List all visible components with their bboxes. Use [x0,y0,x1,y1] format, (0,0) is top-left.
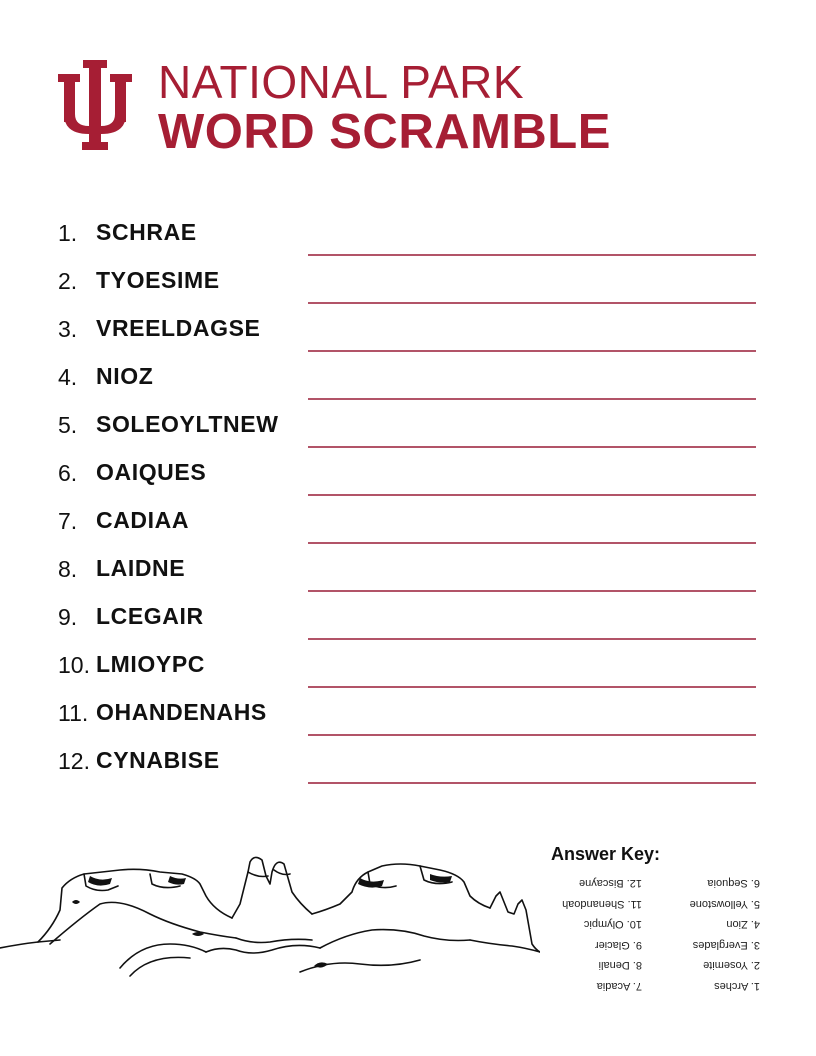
scrambled-word: SOLEOYLTNEW [96,411,279,437]
item-number: 5. [58,412,78,438]
answer-key-item: 2. Yosemite [703,959,760,972]
scrambled-word: LMIOYPC [96,651,205,677]
item-number: 1. [58,220,78,246]
item-number: 7. [58,508,78,534]
answer-key-item: 5. Yellowstone [689,898,760,910]
answer-key-upside-down [560,872,760,996]
item-number: 4. [58,364,78,390]
scramble-row [0,208,816,256]
scramble-row [0,256,816,304]
answer-line[interactable] [308,782,756,784]
scrambled-word: CYNABISE [96,747,220,773]
answer-key-item: 9. Glacier [594,939,642,951]
answer-key-item: 10. Olympic [583,918,642,931]
scrambled-word: LCEGAIR [96,603,204,629]
scrambled-word: VREELDAGSE [96,315,261,341]
scramble-row [0,496,816,544]
item-number: 10. [58,652,90,678]
answer-key-title: Answer Key: [551,844,661,864]
item-number: 2. [58,268,78,294]
answer-key-column-right [546,873,642,996]
answer-key-item: 4. Zion [726,918,760,931]
mesa-landscape-illustration-icon [0,848,540,988]
scramble-row [0,400,816,448]
answer-key-item: 3. Everglades [692,939,760,951]
scrambled-word: NIOZ [96,363,154,389]
answer-key-item: 6. Sequoia [707,877,760,890]
answer-key-item: 11. Shenandoah [562,898,642,910]
item-number: 12. [58,748,90,774]
item-number: 9. [58,604,78,630]
scramble-row [0,640,816,688]
scramble-row [0,352,816,400]
title-line-2: WORD SCRAMBLE [158,105,611,159]
scrambled-word: TYOESIME [96,267,220,293]
scrambled-word: OAIQUES [96,459,207,485]
answer-key-item: 8. Denali [598,959,642,972]
item-number: 8. [58,556,78,582]
answer-key-item: 12. Biscayne [579,877,642,890]
scramble-row [0,448,816,496]
scramble-row [0,304,816,352]
scrambled-word: OHANDENAHS [96,699,267,725]
title-line-1: NATIONAL PARK [158,56,525,108]
answer-key-column-left [664,873,760,996]
scramble-list [0,208,816,784]
scramble-row [0,592,816,640]
scramble-row [0,688,816,736]
scramble-row [0,544,816,592]
item-number: 6. [58,460,78,486]
scramble-row [0,736,816,784]
iu-trident-logo-icon [58,60,132,152]
item-number: 3. [58,316,78,342]
item-number: 11. [58,700,89,726]
answer-key-item: 1. Arches [714,980,760,992]
scrambled-word: LAIDNE [96,555,186,581]
scrambled-word: CADIAA [96,507,190,533]
answer-key-item: 7. Acadia [596,980,642,992]
scrambled-word: SCHRAE [96,219,197,245]
